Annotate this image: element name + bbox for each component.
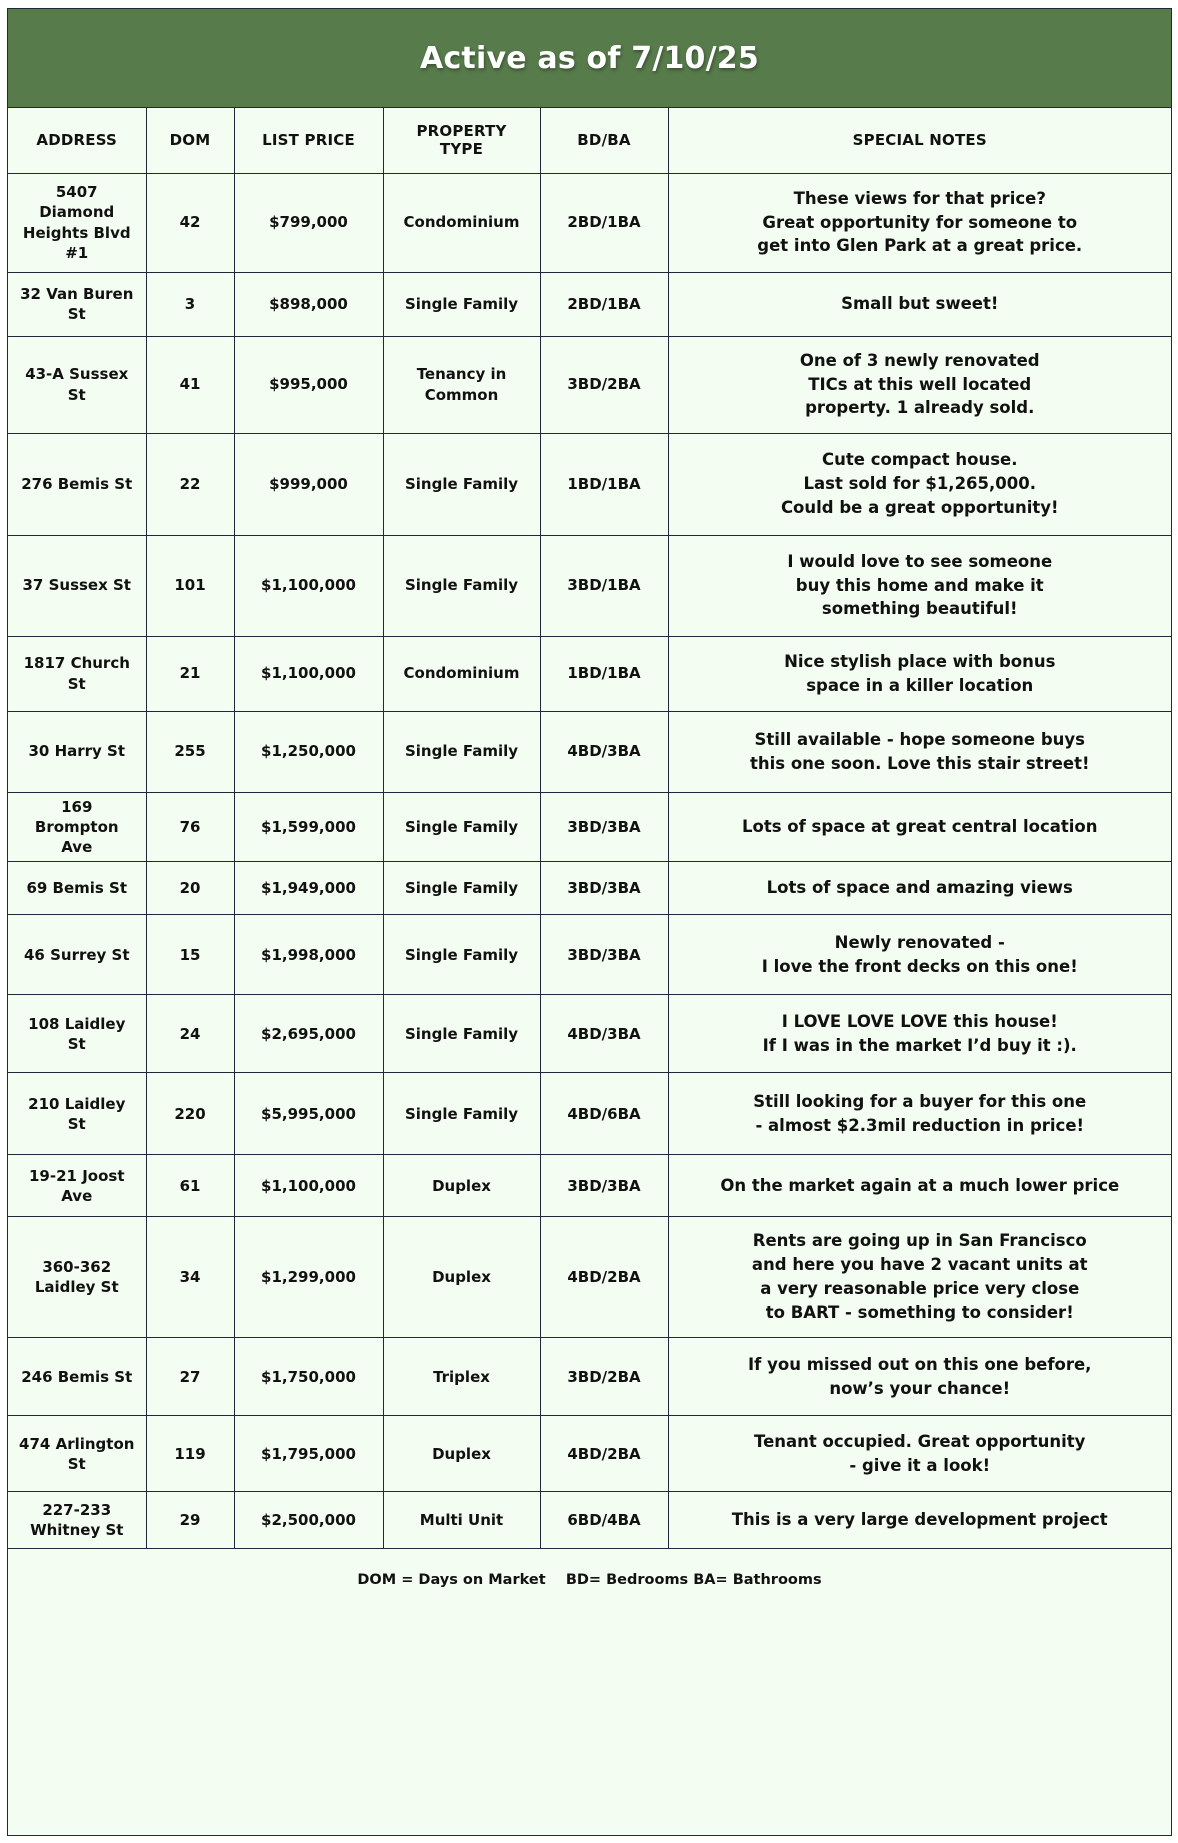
cell-special-notes: Tenant occupied. Great opportunity - give it a look!: [668, 1416, 1171, 1492]
cell-property-type: Single Family: [383, 1073, 540, 1155]
cell-dom: 119: [146, 1416, 234, 1492]
cell-special-notes: Cute compact house. Last sold for $1,265,000. Could be a great opportunity!: [668, 433, 1171, 535]
cell-property-type: Single Family: [383, 915, 540, 995]
cell-bd-ba: 4BD/3BA: [540, 995, 668, 1073]
cell-bd-ba: 3BD/2BA: [540, 1338, 668, 1416]
cell-dom: 34: [146, 1217, 234, 1338]
cell-property-type: Duplex: [383, 1416, 540, 1492]
column-header-dom: DOM: [146, 108, 234, 173]
cell-bd-ba: 3BD/3BA: [540, 915, 668, 995]
cell-bd-ba: 4BD/2BA: [540, 1217, 668, 1338]
cell-property-type: Multi Unit: [383, 1492, 540, 1549]
cell-special-notes: I would love to see someone buy this home and make it something beautiful!: [668, 535, 1171, 636]
cell-address: 37 Sussex St: [8, 535, 146, 636]
cell-special-notes: I LOVE LOVE LOVE this house! If I was in the market I’d buy it :).: [668, 995, 1171, 1073]
cell-list-price: $1,100,000: [234, 636, 383, 711]
cell-special-notes: Lots of space and amazing views: [668, 862, 1171, 915]
cell-dom: 15: [146, 915, 234, 995]
column-header-address: ADDRESS: [8, 108, 146, 173]
cell-address: 227-233 Whitney St: [8, 1492, 146, 1549]
table-row: [8, 1217, 1171, 1338]
cell-bd-ba: 1BD/1BA: [540, 636, 668, 711]
listings-sheet: [7, 8, 1172, 1836]
cell-special-notes: Nice stylish place with bonus space in a killer location: [668, 636, 1171, 711]
cell-bd-ba: 1BD/1BA: [540, 433, 668, 535]
cell-dom: 20: [146, 862, 234, 915]
cell-address: 46 Surrey St: [8, 915, 146, 995]
cell-list-price: $999,000: [234, 433, 383, 535]
cell-address: 5407 Diamond Heights Blvd #1: [8, 173, 146, 272]
cell-property-type: Condominium: [383, 636, 540, 711]
legend: DOM = Days on Market BD= Bedrooms BA= Bathrooms: [357, 1572, 822, 1589]
cell-dom: 41: [146, 336, 234, 433]
cell-special-notes: Rents are going up in San Francisco and here you have 2 vacant units at a very reasonable price very close to BART - something to consider!: [668, 1217, 1171, 1338]
cell-dom: 220: [146, 1073, 234, 1155]
table-row: [8, 636, 1171, 711]
cell-list-price: $1,100,000: [234, 535, 383, 636]
cell-property-type: Single Family: [383, 995, 540, 1073]
table-row: [8, 1492, 1171, 1549]
cell-address: 108 Laidley St: [8, 995, 146, 1073]
cell-special-notes: Small but sweet!: [668, 272, 1171, 336]
cell-property-type: Triplex: [383, 1338, 540, 1416]
cell-address: 30 Harry St: [8, 711, 146, 792]
cell-property-type: Duplex: [383, 1217, 540, 1338]
cell-address: 19-21 Joost Ave: [8, 1155, 146, 1217]
cell-bd-ba: 2BD/1BA: [540, 272, 668, 336]
table-row: [8, 711, 1171, 792]
cell-special-notes: Still available - hope someone buys this one soon. Love this stair street!: [668, 711, 1171, 792]
cell-address: 360-362 Laidley St: [8, 1217, 146, 1338]
cell-dom: 76: [146, 792, 234, 862]
cell-special-notes: Newly renovated - I love the front decks on this one!: [668, 915, 1171, 995]
cell-bd-ba: 3BD/3BA: [540, 792, 668, 862]
cell-address: 246 Bemis St: [8, 1338, 146, 1416]
table-row: [8, 862, 1171, 915]
cell-special-notes: Lots of space at great central location: [668, 792, 1171, 862]
cell-special-notes: These views for that price? Great opportunity for someone to get into Glen Park at a great price.: [668, 173, 1171, 272]
cell-property-type: Tenancy in Common: [383, 336, 540, 433]
table-header-row: [8, 108, 1171, 173]
cell-special-notes: If you missed out on this one before, now’s your chance!: [668, 1338, 1171, 1416]
cell-bd-ba: 3BD/2BA: [540, 336, 668, 433]
table-row: [8, 1338, 1171, 1416]
cell-list-price: $1,299,000: [234, 1217, 383, 1338]
cell-property-type: Single Family: [383, 433, 540, 535]
cell-special-notes: Still looking for a buyer for this one - almost $2.3mil reduction in price!: [668, 1073, 1171, 1155]
cell-list-price: $995,000: [234, 336, 383, 433]
table-row: [8, 433, 1171, 535]
cell-dom: 21: [146, 636, 234, 711]
cell-dom: 24: [146, 995, 234, 1073]
cell-bd-ba: 2BD/1BA: [540, 173, 668, 272]
table-row: [8, 995, 1171, 1073]
cell-list-price: $5,995,000: [234, 1073, 383, 1155]
cell-list-price: $1,949,000: [234, 862, 383, 915]
cell-bd-ba: 6BD/4BA: [540, 1492, 668, 1549]
cell-special-notes: This is a very large development project: [668, 1492, 1171, 1549]
cell-property-type: Single Family: [383, 272, 540, 336]
cell-property-type: Single Family: [383, 792, 540, 862]
cell-address: 32 Van Buren St: [8, 272, 146, 336]
column-header-property-type: PROPERTY TYPE: [383, 108, 540, 173]
cell-dom: 255: [146, 711, 234, 792]
title-bar: [8, 9, 1171, 108]
cell-property-type: Single Family: [383, 535, 540, 636]
table-row: [8, 792, 1171, 862]
cell-list-price: $799,000: [234, 173, 383, 272]
table-row: [8, 1155, 1171, 1217]
cell-bd-ba: 4BD/6BA: [540, 1073, 668, 1155]
cell-list-price: $1,750,000: [234, 1338, 383, 1416]
table-row: [8, 272, 1171, 336]
cell-bd-ba: 4BD/2BA: [540, 1416, 668, 1492]
page-title: Active as of 7/10/25: [420, 40, 759, 76]
cell-address: 69 Bemis St: [8, 862, 146, 915]
listings-table: [8, 108, 1171, 1549]
cell-list-price: $1,250,000: [234, 711, 383, 792]
cell-list-price: $1,100,000: [234, 1155, 383, 1217]
cell-address: 210 Laidley St: [8, 1073, 146, 1155]
cell-address: 43-A Sussex St: [8, 336, 146, 433]
cell-dom: 29: [146, 1492, 234, 1549]
cell-address: 474 Arlington St: [8, 1416, 146, 1492]
cell-bd-ba: 3BD/3BA: [540, 862, 668, 915]
cell-property-type: Single Family: [383, 862, 540, 915]
cell-bd-ba: 4BD/3BA: [540, 711, 668, 792]
column-header-list-price: LIST PRICE: [234, 108, 383, 173]
cell-list-price: $1,998,000: [234, 915, 383, 995]
table-row: [8, 1073, 1171, 1155]
cell-list-price: $2,695,000: [234, 995, 383, 1073]
cell-property-type: Duplex: [383, 1155, 540, 1217]
cell-dom: 27: [146, 1338, 234, 1416]
table-row: [8, 915, 1171, 995]
cell-address: 169 Brompton Ave: [8, 792, 146, 862]
cell-special-notes: One of 3 newly renovated TICs at this well located property. 1 already sold.: [668, 336, 1171, 433]
column-header-special-notes: SPECIAL NOTES: [668, 108, 1171, 173]
table-row: [8, 535, 1171, 636]
table-row: [8, 336, 1171, 433]
table-row: [8, 173, 1171, 272]
cell-bd-ba: 3BD/1BA: [540, 535, 668, 636]
cell-dom: 3: [146, 272, 234, 336]
cell-dom: 61: [146, 1155, 234, 1217]
cell-list-price: $2,500,000: [234, 1492, 383, 1549]
cell-dom: 22: [146, 433, 234, 535]
cell-list-price: $1,599,000: [234, 792, 383, 862]
cell-list-price: $1,795,000: [234, 1416, 383, 1492]
cell-address: 276 Bemis St: [8, 433, 146, 535]
table-row: [8, 1416, 1171, 1492]
cell-property-type: Single Family: [383, 711, 540, 792]
cell-bd-ba: 3BD/3BA: [540, 1155, 668, 1217]
cell-list-price: $898,000: [234, 272, 383, 336]
cell-address: 1817 Church St: [8, 636, 146, 711]
cell-dom: 42: [146, 173, 234, 272]
cell-property-type: Condominium: [383, 173, 540, 272]
column-header-bd-ba: BD/BA: [540, 108, 668, 173]
cell-dom: 101: [146, 535, 234, 636]
cell-special-notes: On the market again at a much lower price: [668, 1155, 1171, 1217]
